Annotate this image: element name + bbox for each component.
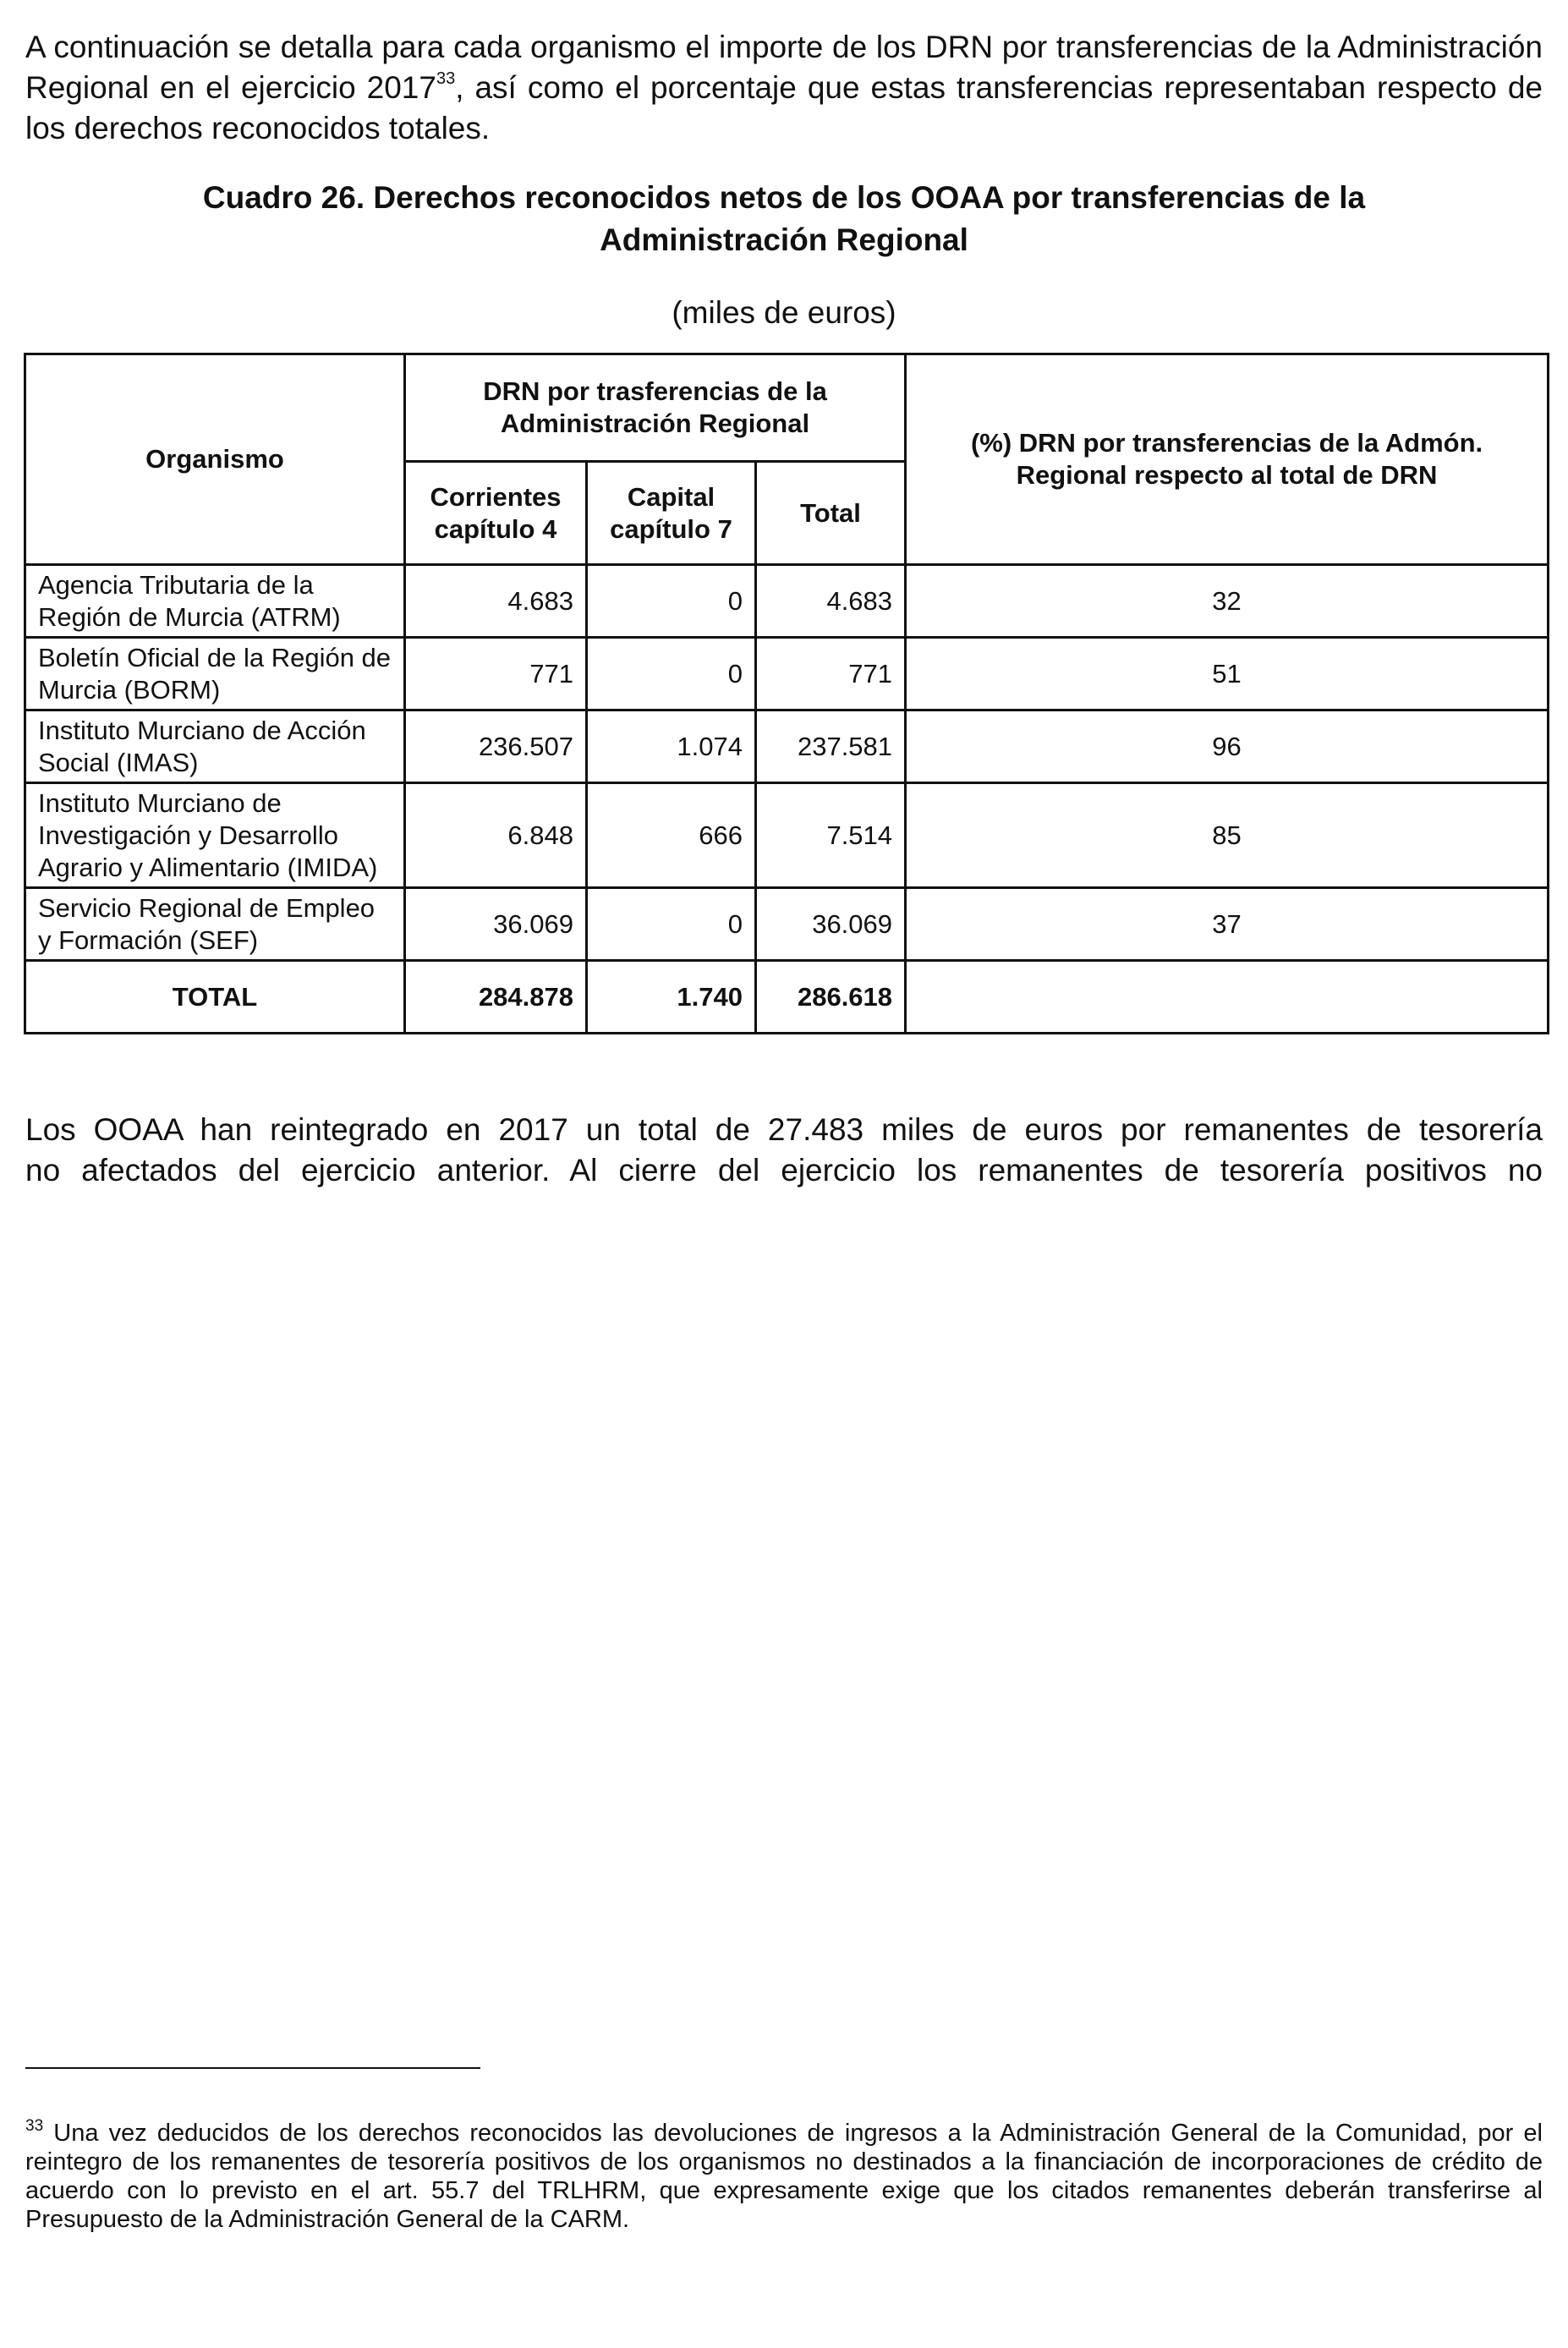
cell-total: 4.683 (756, 565, 906, 638)
table-row (25, 565, 1549, 638)
table-row (25, 783, 1549, 888)
cell-percentage: 96 (906, 710, 1549, 783)
header-capital: Capital capítulo 7 (587, 462, 756, 565)
table-units: (miles de euros) (672, 295, 896, 330)
intro-paragraph (25, 27, 1543, 149)
cell-corrientes: 236.507 (405, 710, 587, 783)
closing-paragraph (25, 1110, 1543, 1191)
cell-percentage: 37 (906, 888, 1549, 961)
cell-corrientes: 6.848 (405, 783, 587, 888)
drn-table (24, 353, 1549, 1034)
cell-capital: 0 (587, 565, 756, 638)
cell-total-total: 286.618 (756, 961, 906, 1034)
table-row (25, 710, 1549, 783)
cell-organismo: Instituto Murciano de Acción Social (IMAS) (25, 710, 405, 783)
intro-text-after-ref: , así como el porcentaje que estas transferencias representaban respecto de los derechos reconocidos totales. (25, 70, 1543, 145)
footnote (25, 2119, 1543, 2234)
header-organismo: Organismo (25, 354, 405, 565)
cell-corrientes: 4.683 (405, 565, 587, 638)
cell-organismo: Boletín Oficial de la Región de Murcia (BORM) (25, 638, 405, 710)
footnote-reference[interactable]: 33 (436, 69, 456, 88)
cell-total: 36.069 (756, 888, 906, 961)
table-row (25, 888, 1549, 961)
cell-percentage: 32 (906, 565, 1549, 638)
cell-capital: 1.074 (587, 710, 756, 783)
cell-organismo: Agencia Tributaria de la Región de Murcia (ATRM) (25, 565, 405, 638)
header-corrientes: Corrientes capítulo 4 (405, 462, 587, 565)
cell-total: 237.581 (756, 710, 906, 783)
closing-line1: Los OOAA han reintegrado en 2017 un total de 27.483 miles de euros por remanentes de tesorería (25, 1112, 1543, 1147)
header-total: Total (756, 462, 906, 565)
cell-total: 771 (756, 638, 906, 710)
header-drn-group: DRN por trasferencias de la Administración Regional (405, 354, 906, 462)
cell-capital: 0 (587, 638, 756, 710)
cell-total-capital: 1.740 (587, 961, 756, 1034)
cell-organismo: Instituto Murciano de Investigación y Desarrollo Agrario y Alimentario (IMIDA) (25, 783, 405, 888)
cell-corrientes: 36.069 (405, 888, 587, 961)
cell-total: 7.514 (756, 783, 906, 888)
cell-capital: 666 (587, 783, 756, 888)
header-percentage: (%) DRN por transferencias de la Admón. Regional respecto al total de DRN (906, 354, 1549, 565)
cell-corrientes: 771 (405, 638, 587, 710)
table-caption-line1: Cuadro 26. Derechos reconocidos netos de los OOAA por transferencias de la (202, 180, 1366, 215)
footnote-text: Una vez deducidos de los derechos reconocidos las devoluciones de ingresos a la Administración General de la Comunidad, por el reintegro de los remanentes de tesorería positivos de los organismos no destinados a la financiación de incorporaciones de crédito de acuerdo con lo previsto en el art. 55.7 del TRLHRM, que expresamente exige que los citados remanentes deberán transferirse al Presupuesto de la Administración General de la CARM. (25, 2120, 1543, 2233)
cell-percentage: 85 (906, 783, 1549, 888)
cell-capital: 0 (587, 888, 756, 961)
intro-text-before-ref: A continuación se detalla para cada organismo el importe de los DRN por transferencias de la Administración Regional en el ejercicio 2017 (25, 30, 1543, 105)
closing-line2: no afectados del ejercicio anterior. Al cierre del ejercicio los remanentes de tesorería positivos no (25, 1153, 1543, 1188)
cell-percentage: 51 (906, 638, 1549, 710)
table-row (25, 638, 1549, 710)
cell-organismo: Servicio Regional de Empleo y Formación (SEF) (25, 888, 405, 961)
table-caption-line2: Administración Regional (600, 222, 968, 257)
cell-total-label: TOTAL (25, 961, 405, 1034)
cell-total-percentage (906, 961, 1549, 1034)
footnote-number: 33 (25, 2117, 44, 2135)
table-total-row (25, 961, 1549, 1034)
cell-total-corrientes: 284.878 (405, 961, 587, 1034)
footnote-separator (25, 2067, 480, 2069)
